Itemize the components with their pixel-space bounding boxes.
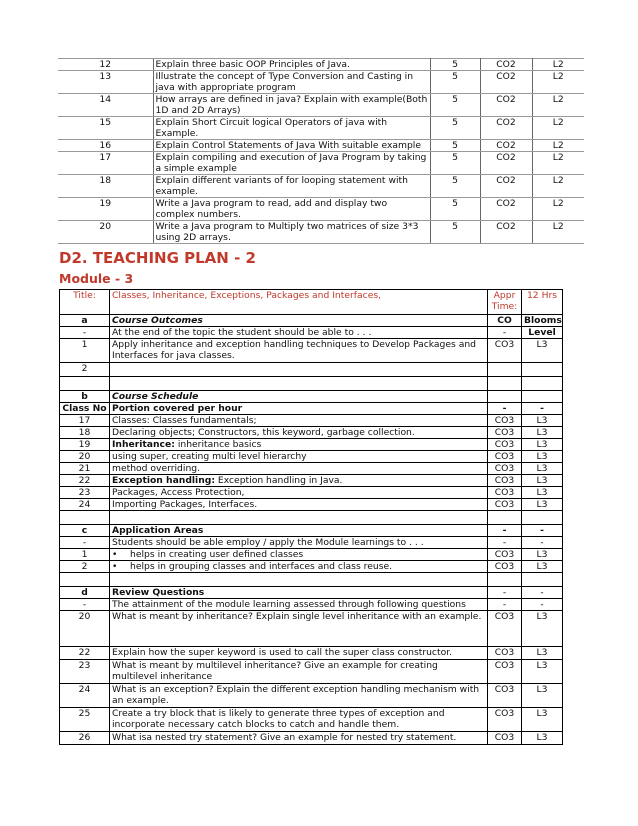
schedule-row xyxy=(60,475,563,487)
appr-time-label: Appr Time: xyxy=(488,290,522,315)
application-item: helps in grouping classes and interfaces and class reuse. xyxy=(130,561,393,572)
level-value: L2 xyxy=(532,152,584,175)
row-number: 1 xyxy=(60,549,110,561)
co-value: CO2 xyxy=(480,71,532,94)
question-text: Explain Short Circuit logical Operators of java with Example. xyxy=(153,117,430,140)
marks-value: 5 xyxy=(430,117,480,140)
application-rows xyxy=(60,549,563,573)
review-question-row xyxy=(60,660,563,684)
bullet-icon: • xyxy=(112,549,118,560)
co-value: CO2 xyxy=(480,140,532,152)
intro-text: At the end of the topic the student should be able to . . . xyxy=(110,327,488,339)
level-value: L2 xyxy=(532,175,584,198)
section-heading: Application Areas xyxy=(110,525,488,537)
teaching-plan-title: D2. TEACHING PLAN - 2 xyxy=(59,249,256,267)
class-no-header: Class No xyxy=(60,403,110,415)
level-value: L3 xyxy=(522,339,563,363)
portion-text xyxy=(110,415,488,427)
topic-text: Importing Packages, Interfaces. xyxy=(112,499,258,510)
portion-text xyxy=(110,463,488,475)
co-value: CO3 xyxy=(488,684,522,708)
co-value: CO2 xyxy=(480,94,532,117)
question-number: 22 xyxy=(60,647,110,660)
topic-text: Declaring objects; Constructors, this keyword, garbage collection. xyxy=(112,427,415,438)
question-row xyxy=(58,221,584,244)
co-value: CO2 xyxy=(480,198,532,221)
level-value: L2 xyxy=(532,71,584,94)
co-value: CO3 xyxy=(488,561,522,573)
question-number: 17 xyxy=(58,152,153,175)
question-text: Illustrate the concept of Type Conversion and Casting in java with appropriate program xyxy=(153,71,430,94)
outcomes-intro-row xyxy=(60,327,563,339)
level-value: L3 xyxy=(522,708,563,732)
question-text: Explain how the super keyword is used to call the super class constructor. xyxy=(110,647,488,660)
question-row xyxy=(58,59,584,71)
level-value: L3 xyxy=(522,427,563,439)
level-value: L3 xyxy=(522,487,563,499)
section-heading: Review Questions xyxy=(110,587,488,599)
outcomes-heading-row xyxy=(60,315,563,327)
level-value: L3 xyxy=(522,660,563,684)
outcome-text: Apply inheritance and exception handling techniques to Develop Packages and Interfaces for java classes. xyxy=(110,339,488,363)
marks-value: 5 xyxy=(430,175,480,198)
level-value: L3 xyxy=(522,463,563,475)
question-text: What isa nested try statement? Give an example for nested try statement. xyxy=(110,732,488,745)
module-title-cell: Classes, Inheritance, Exceptions, Packages and Interfaces, xyxy=(110,290,488,315)
level-value: L3 xyxy=(522,475,563,487)
schedule-row xyxy=(60,499,563,511)
question-number: 26 xyxy=(60,732,110,745)
hours-value: 12 Hrs xyxy=(522,290,563,315)
review-question-row xyxy=(60,684,563,708)
co-value: CO3 xyxy=(488,611,522,647)
question-number: 14 xyxy=(58,94,153,117)
application-row xyxy=(60,549,563,561)
co-value: CO2 xyxy=(480,59,532,71)
class-number: 17 xyxy=(60,415,110,427)
dash-cell: - xyxy=(488,587,522,599)
question-row xyxy=(58,140,584,152)
topic-text: Packages, Access Protection, xyxy=(112,487,245,498)
marks-value: 5 xyxy=(430,59,480,71)
review-rows xyxy=(60,611,563,745)
question-row xyxy=(58,71,584,94)
schedule-heading-row xyxy=(60,391,563,403)
topic-text: inheritance basics xyxy=(174,439,262,450)
marks-value: 5 xyxy=(430,140,480,152)
co-value: CO3 xyxy=(488,660,522,684)
topic-label: Inheritance: xyxy=(112,439,175,450)
review-intro-row xyxy=(60,599,563,611)
portion-text xyxy=(110,427,488,439)
title-row xyxy=(60,290,563,315)
co-value: CO3 xyxy=(488,708,522,732)
question-number: 12 xyxy=(58,59,153,71)
level-value: L2 xyxy=(532,117,584,140)
co-value: CO3 xyxy=(488,487,522,499)
level-header: Level xyxy=(522,327,563,339)
review-question-row xyxy=(60,732,563,745)
co-value: CO3 xyxy=(488,451,522,463)
question-row xyxy=(58,117,584,140)
module-title: Module - 3 xyxy=(59,271,134,286)
co-value: CO3 xyxy=(488,463,522,475)
question-text: What is an exception? Explain the different exception handling mechanism with an example. xyxy=(110,684,488,708)
question-text: Create a try block that is likely to generate three types of exception and incorporate necessary catch blocks to catch and handle them. xyxy=(110,708,488,732)
question-number: 25 xyxy=(60,708,110,732)
class-number: 18 xyxy=(60,427,110,439)
application-text xyxy=(110,549,488,561)
dash-cell: - xyxy=(522,525,563,537)
topic-text: method overriding. xyxy=(112,463,201,474)
marks-value: 5 xyxy=(430,152,480,175)
dash-cell: - xyxy=(60,327,110,339)
co-value: CO3 xyxy=(488,475,522,487)
question-text: What is meant by inheritance? Explain single level inheritance with an example. xyxy=(110,611,488,647)
portion-text xyxy=(110,487,488,499)
section-letter: b xyxy=(60,391,110,403)
schedule-row xyxy=(60,439,563,451)
application-intro-row xyxy=(60,537,563,549)
level-value: L3 xyxy=(522,647,563,660)
question-table-body xyxy=(58,59,584,244)
portion-text xyxy=(110,439,488,451)
portion-text xyxy=(110,499,488,511)
question-number: 20 xyxy=(58,221,153,244)
class-number: 24 xyxy=(60,499,110,511)
class-number: 21 xyxy=(60,463,110,475)
topic-text: Exception handling in Java. xyxy=(215,475,343,486)
level-value: L3 xyxy=(522,549,563,561)
dash-cell: - xyxy=(488,525,522,537)
level-value: L3 xyxy=(522,415,563,427)
class-number: 22 xyxy=(60,475,110,487)
application-text xyxy=(110,561,488,573)
class-number: 20 xyxy=(60,451,110,463)
schedule-row xyxy=(60,487,563,499)
level-value: L2 xyxy=(532,59,584,71)
co-value: CO2 xyxy=(480,221,532,244)
marks-value: 5 xyxy=(430,71,480,94)
review-heading-row xyxy=(60,587,563,599)
level-value: L2 xyxy=(532,94,584,117)
question-text: Explain compiling and execution of Java Program by taking a simple example xyxy=(153,152,430,175)
co-value: CO3 xyxy=(488,647,522,660)
question-number: 15 xyxy=(58,117,153,140)
section-heading: Course Schedule xyxy=(110,391,488,403)
question-number: 18 xyxy=(58,175,153,198)
spacer-row xyxy=(60,573,563,587)
question-number: 13 xyxy=(58,71,153,94)
teaching-plan-table xyxy=(59,289,563,745)
level-value: L3 xyxy=(522,611,563,647)
topic-text: Classes: Classes fundamentals; xyxy=(112,415,257,426)
application-heading-row xyxy=(60,525,563,537)
co-value: CO2 xyxy=(480,117,532,140)
section-letter: d xyxy=(60,587,110,599)
level-value: L2 xyxy=(532,221,584,244)
section-letter: a xyxy=(60,315,110,327)
question-row xyxy=(58,175,584,198)
title-label: Title: xyxy=(60,290,110,315)
schedule-row xyxy=(60,415,563,427)
portion-header: Portion covered per hour xyxy=(110,403,488,415)
dash-cell: - xyxy=(488,537,522,549)
co-value: CO2 xyxy=(480,152,532,175)
level-value: L3 xyxy=(522,451,563,463)
application-item: helps in creating user defined classes xyxy=(130,549,304,560)
question-row xyxy=(58,198,584,221)
question-row xyxy=(58,94,584,117)
schedule-row xyxy=(60,463,563,475)
spacer-row xyxy=(60,511,563,525)
dash-cell: - xyxy=(488,403,522,415)
dash-cell: - xyxy=(522,403,563,415)
level-value: L3 xyxy=(522,561,563,573)
question-text: Explain three basic OOP Principles of Java. xyxy=(153,59,430,71)
co-value: CO3 xyxy=(488,339,522,363)
dash-cell: - xyxy=(60,537,110,549)
level-value: L3 xyxy=(522,684,563,708)
schedule-row xyxy=(60,427,563,439)
intro-text: Students should be able employ / apply the Module learnings to . . . xyxy=(110,537,488,549)
question-number: 16 xyxy=(58,140,153,152)
dash-cell: - xyxy=(522,537,563,549)
spacer-row xyxy=(60,377,563,391)
level-value: L2 xyxy=(532,198,584,221)
question-text: Write a Java program to read, add and display two complex numbers. xyxy=(153,198,430,221)
co-value: CO3 xyxy=(488,732,522,745)
dash-cell: - xyxy=(522,599,563,611)
portion-text xyxy=(110,475,488,487)
co-value: CO3 xyxy=(488,439,522,451)
review-question-row xyxy=(60,708,563,732)
co-value: CO3 xyxy=(488,549,522,561)
outcome-row xyxy=(60,339,563,363)
schedule-row xyxy=(60,451,563,463)
intro-text: The attainment of the module learning assessed through following questions xyxy=(110,599,488,611)
outcome-row xyxy=(60,363,563,377)
class-number: 23 xyxy=(60,487,110,499)
dash-cell: - xyxy=(522,587,563,599)
question-row xyxy=(58,152,584,175)
row-number: 1 xyxy=(60,339,110,363)
portion-text xyxy=(110,451,488,463)
level-value: L2 xyxy=(532,140,584,152)
schedule-header-row xyxy=(60,403,563,415)
question-text: What is meant by multilevel inheritance? Give an example for creating multilevel inheritance xyxy=(110,660,488,684)
co-header: CO xyxy=(488,315,522,327)
dash-cell: - xyxy=(60,599,110,611)
section-letter: c xyxy=(60,525,110,537)
co-value: CO2 xyxy=(480,175,532,198)
question-number: 19 xyxy=(58,198,153,221)
level-value: L3 xyxy=(522,439,563,451)
application-row xyxy=(60,561,563,573)
blooms-header: Blooms xyxy=(522,315,563,327)
co-value: CO3 xyxy=(488,415,522,427)
question-number: 23 xyxy=(60,660,110,684)
review-question-row xyxy=(60,647,563,660)
co-value: CO3 xyxy=(488,499,522,511)
schedule-rows xyxy=(60,415,563,511)
bullet-icon: • xyxy=(112,561,118,572)
dash-cell: - xyxy=(488,599,522,611)
marks-value: 5 xyxy=(430,94,480,117)
row-number: 2 xyxy=(60,363,110,377)
marks-value: 5 xyxy=(430,221,480,244)
level-value: L3 xyxy=(522,732,563,745)
question-text: How arrays are defined in java? Explain with example(Both 1D and 2D Arrays) xyxy=(153,94,430,117)
question-number: 24 xyxy=(60,684,110,708)
question-text: Explain Control Statements of Java With suitable example xyxy=(153,140,430,152)
review-question-row xyxy=(60,611,563,647)
question-text: Write a Java program to Multiply two matrices of size 3*3 using 2D arrays. xyxy=(153,221,430,244)
row-number: 2 xyxy=(60,561,110,573)
marks-value: 5 xyxy=(430,198,480,221)
question-table xyxy=(58,58,584,244)
co-value: CO3 xyxy=(488,427,522,439)
question-number: 20 xyxy=(60,611,110,647)
class-number: 19 xyxy=(60,439,110,451)
topic-text: using super, creating multi level hierarchy xyxy=(112,451,307,462)
question-text: Explain different variants of for looping statement with example. xyxy=(153,175,430,198)
topic-label: Exception handling: xyxy=(112,475,215,486)
level-value: L3 xyxy=(522,499,563,511)
dash-cell: - xyxy=(488,327,522,339)
section-heading: Course Outcomes xyxy=(110,315,488,327)
